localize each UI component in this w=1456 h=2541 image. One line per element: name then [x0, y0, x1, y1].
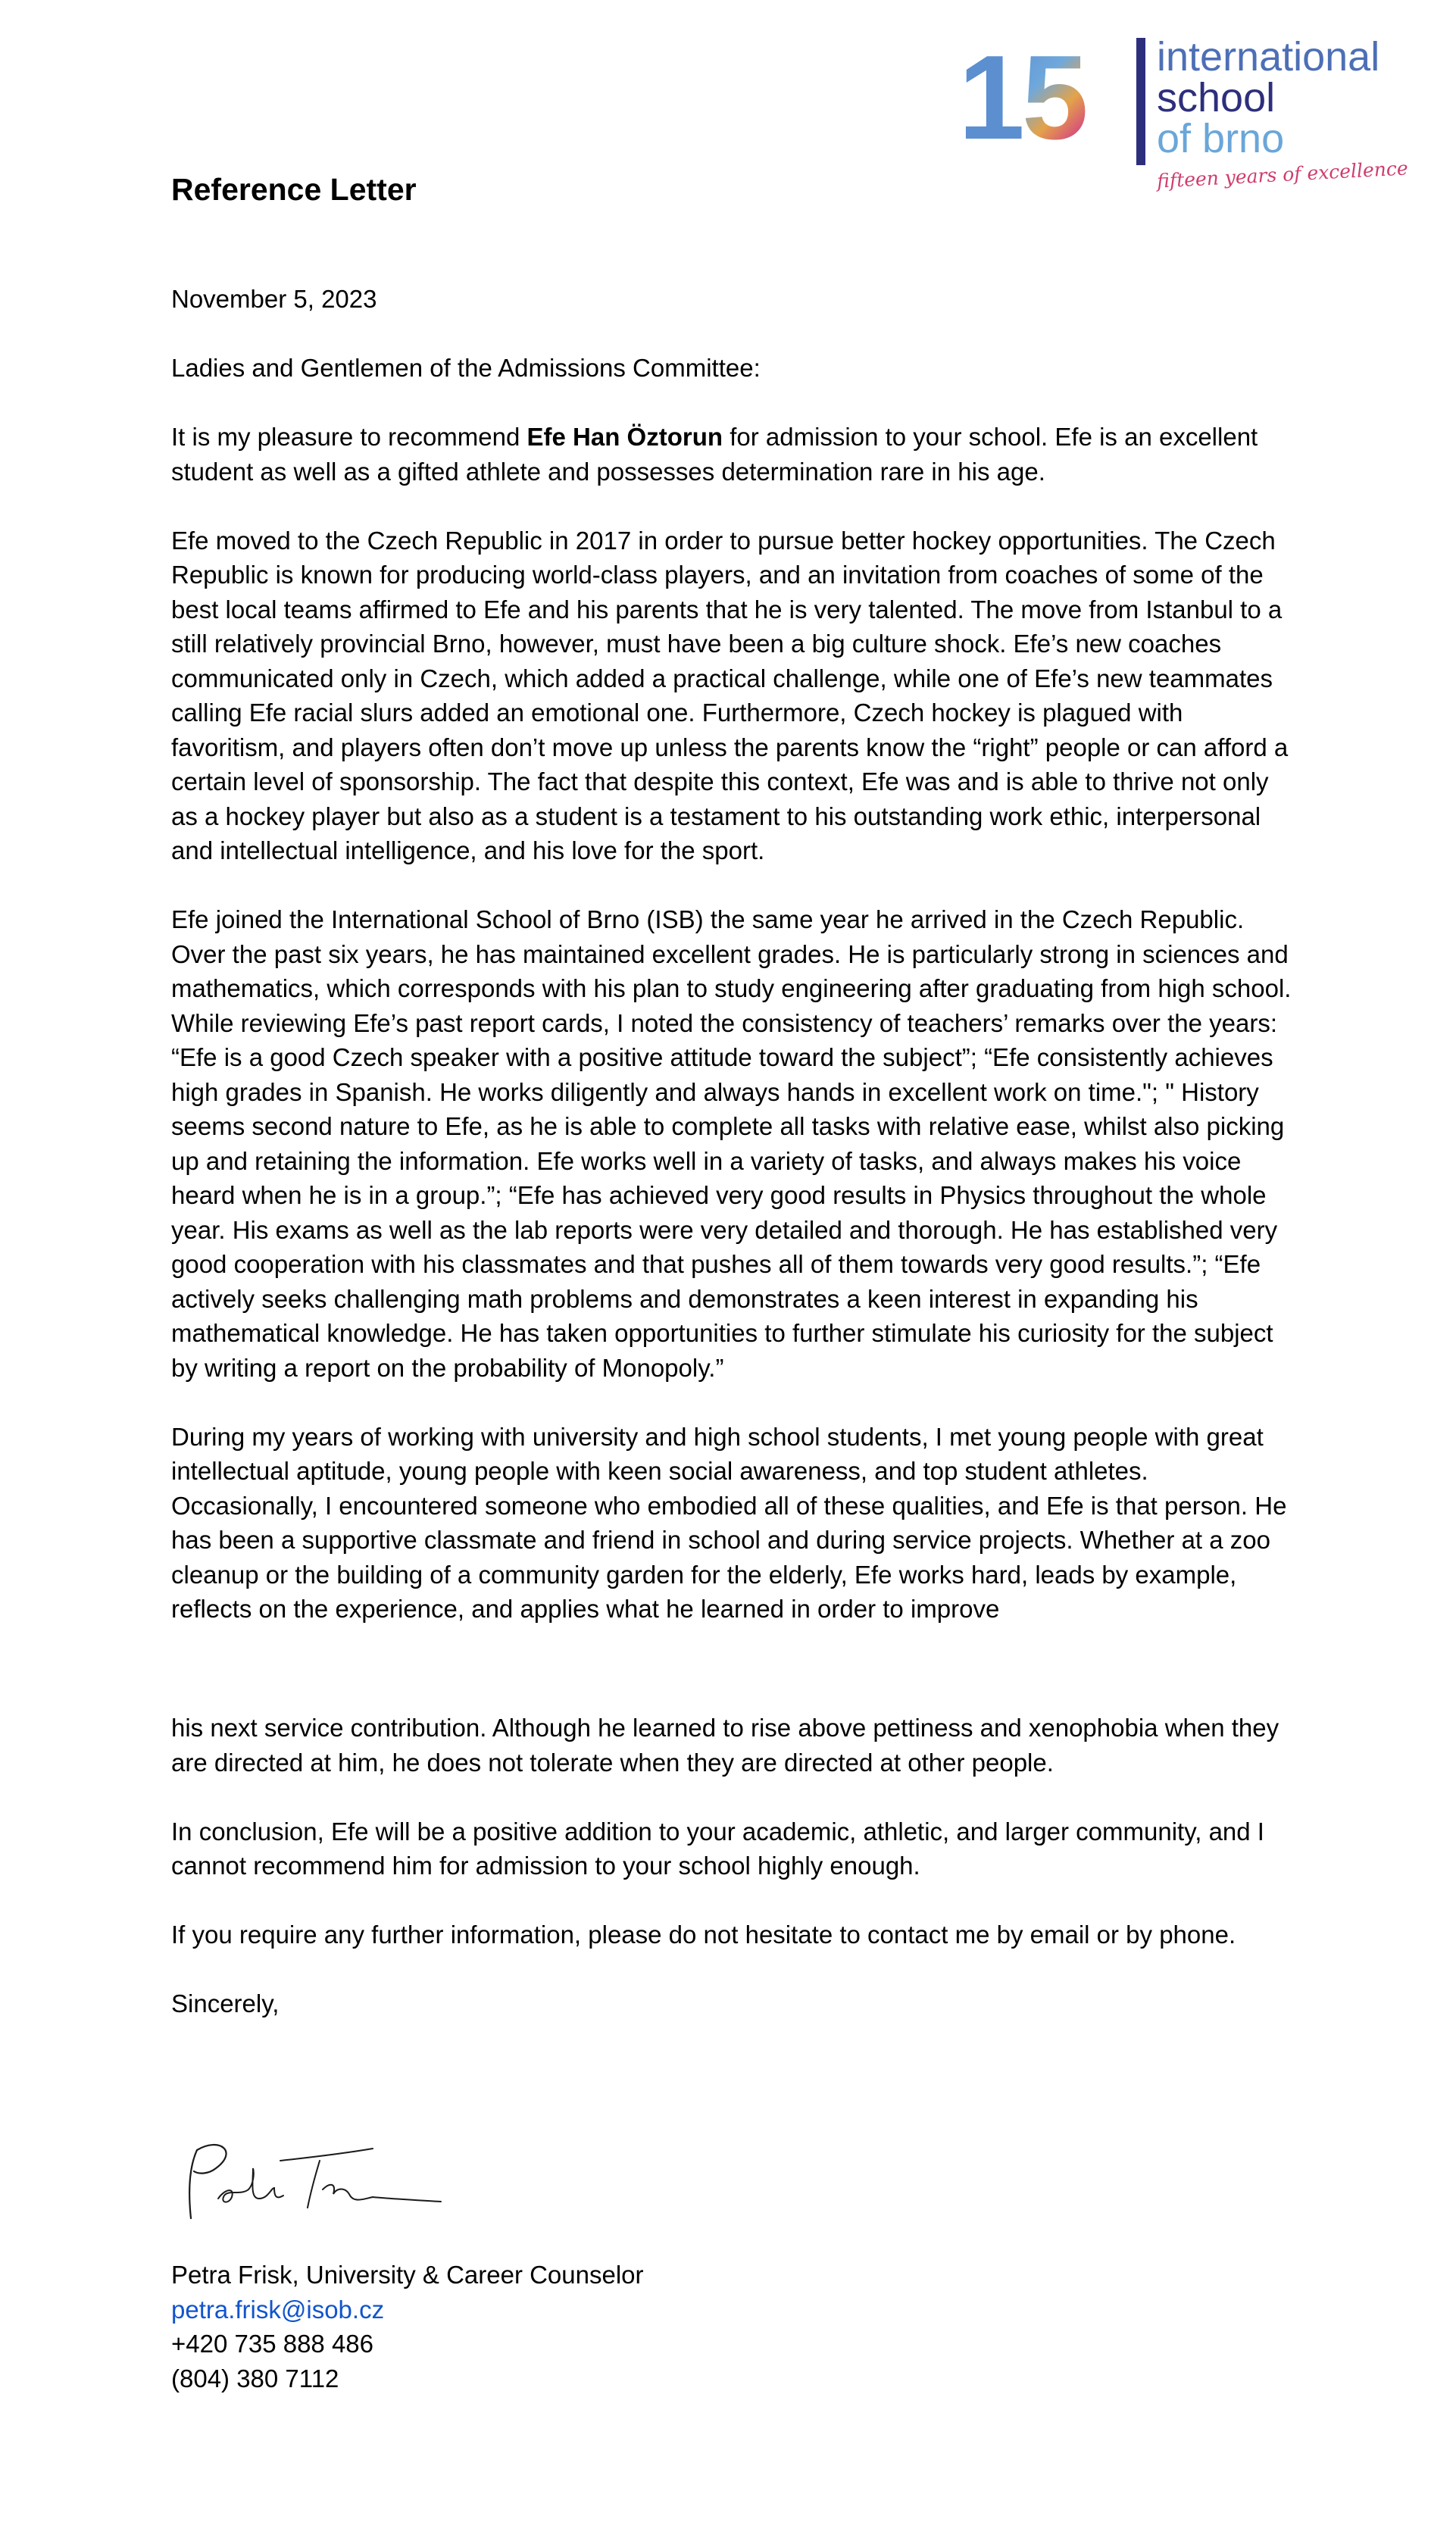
- student-name: Efe Han Öztorun: [526, 423, 723, 451]
- letter-paragraph-academics: Efe joined the International School of Brno (ISB) the same year he arrived in the Czech Republic. Over the past six years, he has maintained excellent grades. He is particularly strong in sciences and mathematics, which corresponds with his plan to study engineering after graduating from high school. While reviewing Efe’s past report cards, I noted the consistency of teachers’ remarks over the years: “Efe is a good Czech speaker with a positive attitude toward the subject”; “Efe consistently achieves high grades in Spanish. He works diligently and always hands in excellent work on time."; " History seems second nature to Efe, as he is able to complete all tasks with relative ease, whilst also picking up and retaining the information. Efe works well in a variety of tasks, and always makes his voice heard when he is in a group.”; “Efe has achieved very good results in Physics throughout the whole year. His exams as well as the lab reports were very detailed and thorough. He has established very good cooperation with his classmates and that pushes all of them towards very good results.”; “Efe actively seeks challenging math problems and demonstrates a keen interest in expanding his mathematical knowledge. He has taken opportunities to further stimulate his curiosity for the subject by writing a report on the probability of Monopoly.”: [171, 905, 1292, 1382]
- logo-wordmark: [1157, 36, 1379, 159]
- logo-divider: [1136, 38, 1145, 165]
- letter-closing: Sincerely,: [171, 1989, 280, 2017]
- signer-block: [171, 2258, 644, 2396]
- logo-line-school: school: [1157, 75, 1276, 120]
- letter-paragraph-contact: If you require any further information, please do not hesitate to contact me by email or by phone.: [171, 1921, 1236, 1949]
- letter-paragraph-intro: It is my pleasure to recommend Efe Han Öztorun for admission to your school. Efe is an excellent student as well as a gifted athlete and possesses determination rare in his age.: [171, 423, 1258, 486]
- letter-date: November 5, 2023: [171, 285, 377, 313]
- letter-salutation: Ladies and Gentlemen of the Admissions Committee:: [171, 354, 761, 382]
- logo-line-of-brno: of brno: [1157, 116, 1285, 161]
- signer-phone-primary: +420 735 888 486: [171, 2330, 374, 2358]
- signer-phone-secondary: (804) 380 7112: [171, 2364, 339, 2393]
- letter-paragraph-background: Efe moved to the Czech Republic in 2017 in order to pursue better hockey opportunities. The Czech Republic is known for producing world-class players, and an invitation from coaches of some of the best local teams affirmed to Efe and his parents that he is very talented. The move from Istanbul to a still relatively provincial Brno, however, must have been a big culture shock. Efe’s new coaches communicated only in Czech, which added a practical challenge, while one of Efe’s new teammates calling Efe racial slurs added an emotional one. Furthermore, Czech hockey is plagued with favoritism, and players often don’t move up unless the parents know the “right” people or can afford a certain level of sponsorship. The fact that despite this context, Efe was and is able to thrive not only as a hockey player but also as a student is a testament to his outstanding work ethic, interpersonal and intellectual intelligence, and his love for the sport.: [171, 526, 1289, 864]
- letter-body-continued: [171, 1711, 1292, 2021]
- letter-paragraph-character: During my years of working with university and high school students, I met young people with great intellectual aptitude, young people with keen social awareness, and top student athletes. Occasionally, I encountered someone who embodied all of these qualities, and Efe is that person. He has been a supportive classmate and friend in school and during service projects. Whether at a zoo cleanup or the building of a community garden for the elderly, Efe works hard, leads by example, reflects on the experience, and applies what he learned in order to improve: [171, 1422, 1287, 1623]
- page-title: Reference Letter: [171, 172, 417, 207]
- signer-name-title: Petra Frisk, University & Career Counselor: [171, 2261, 644, 2289]
- letter-body: [171, 282, 1292, 1627]
- school-logo: [958, 30, 1428, 212]
- logo-line-international: international: [1157, 34, 1380, 80]
- letter-paragraph-character-continued: his next service contribution. Although he learned to rise above pettiness and xenophobia when they are directed at him, he does not tolerate when they are directed at other people.: [171, 1714, 1279, 1777]
- letter-paragraph-conclusion: In conclusion, Efe will be a positive addition to your academic, athletic, and larger community, and I cannot recommend him for admission to your school highly enough.: [171, 1817, 1264, 1880]
- logo-tagline: fifteen years of excellence: [1156, 157, 1409, 192]
- logo-number: 15: [958, 31, 1086, 164]
- signature-image: [174, 2129, 455, 2235]
- signer-email-link[interactable]: petra.frisk@isob.cz: [171, 2295, 385, 2324]
